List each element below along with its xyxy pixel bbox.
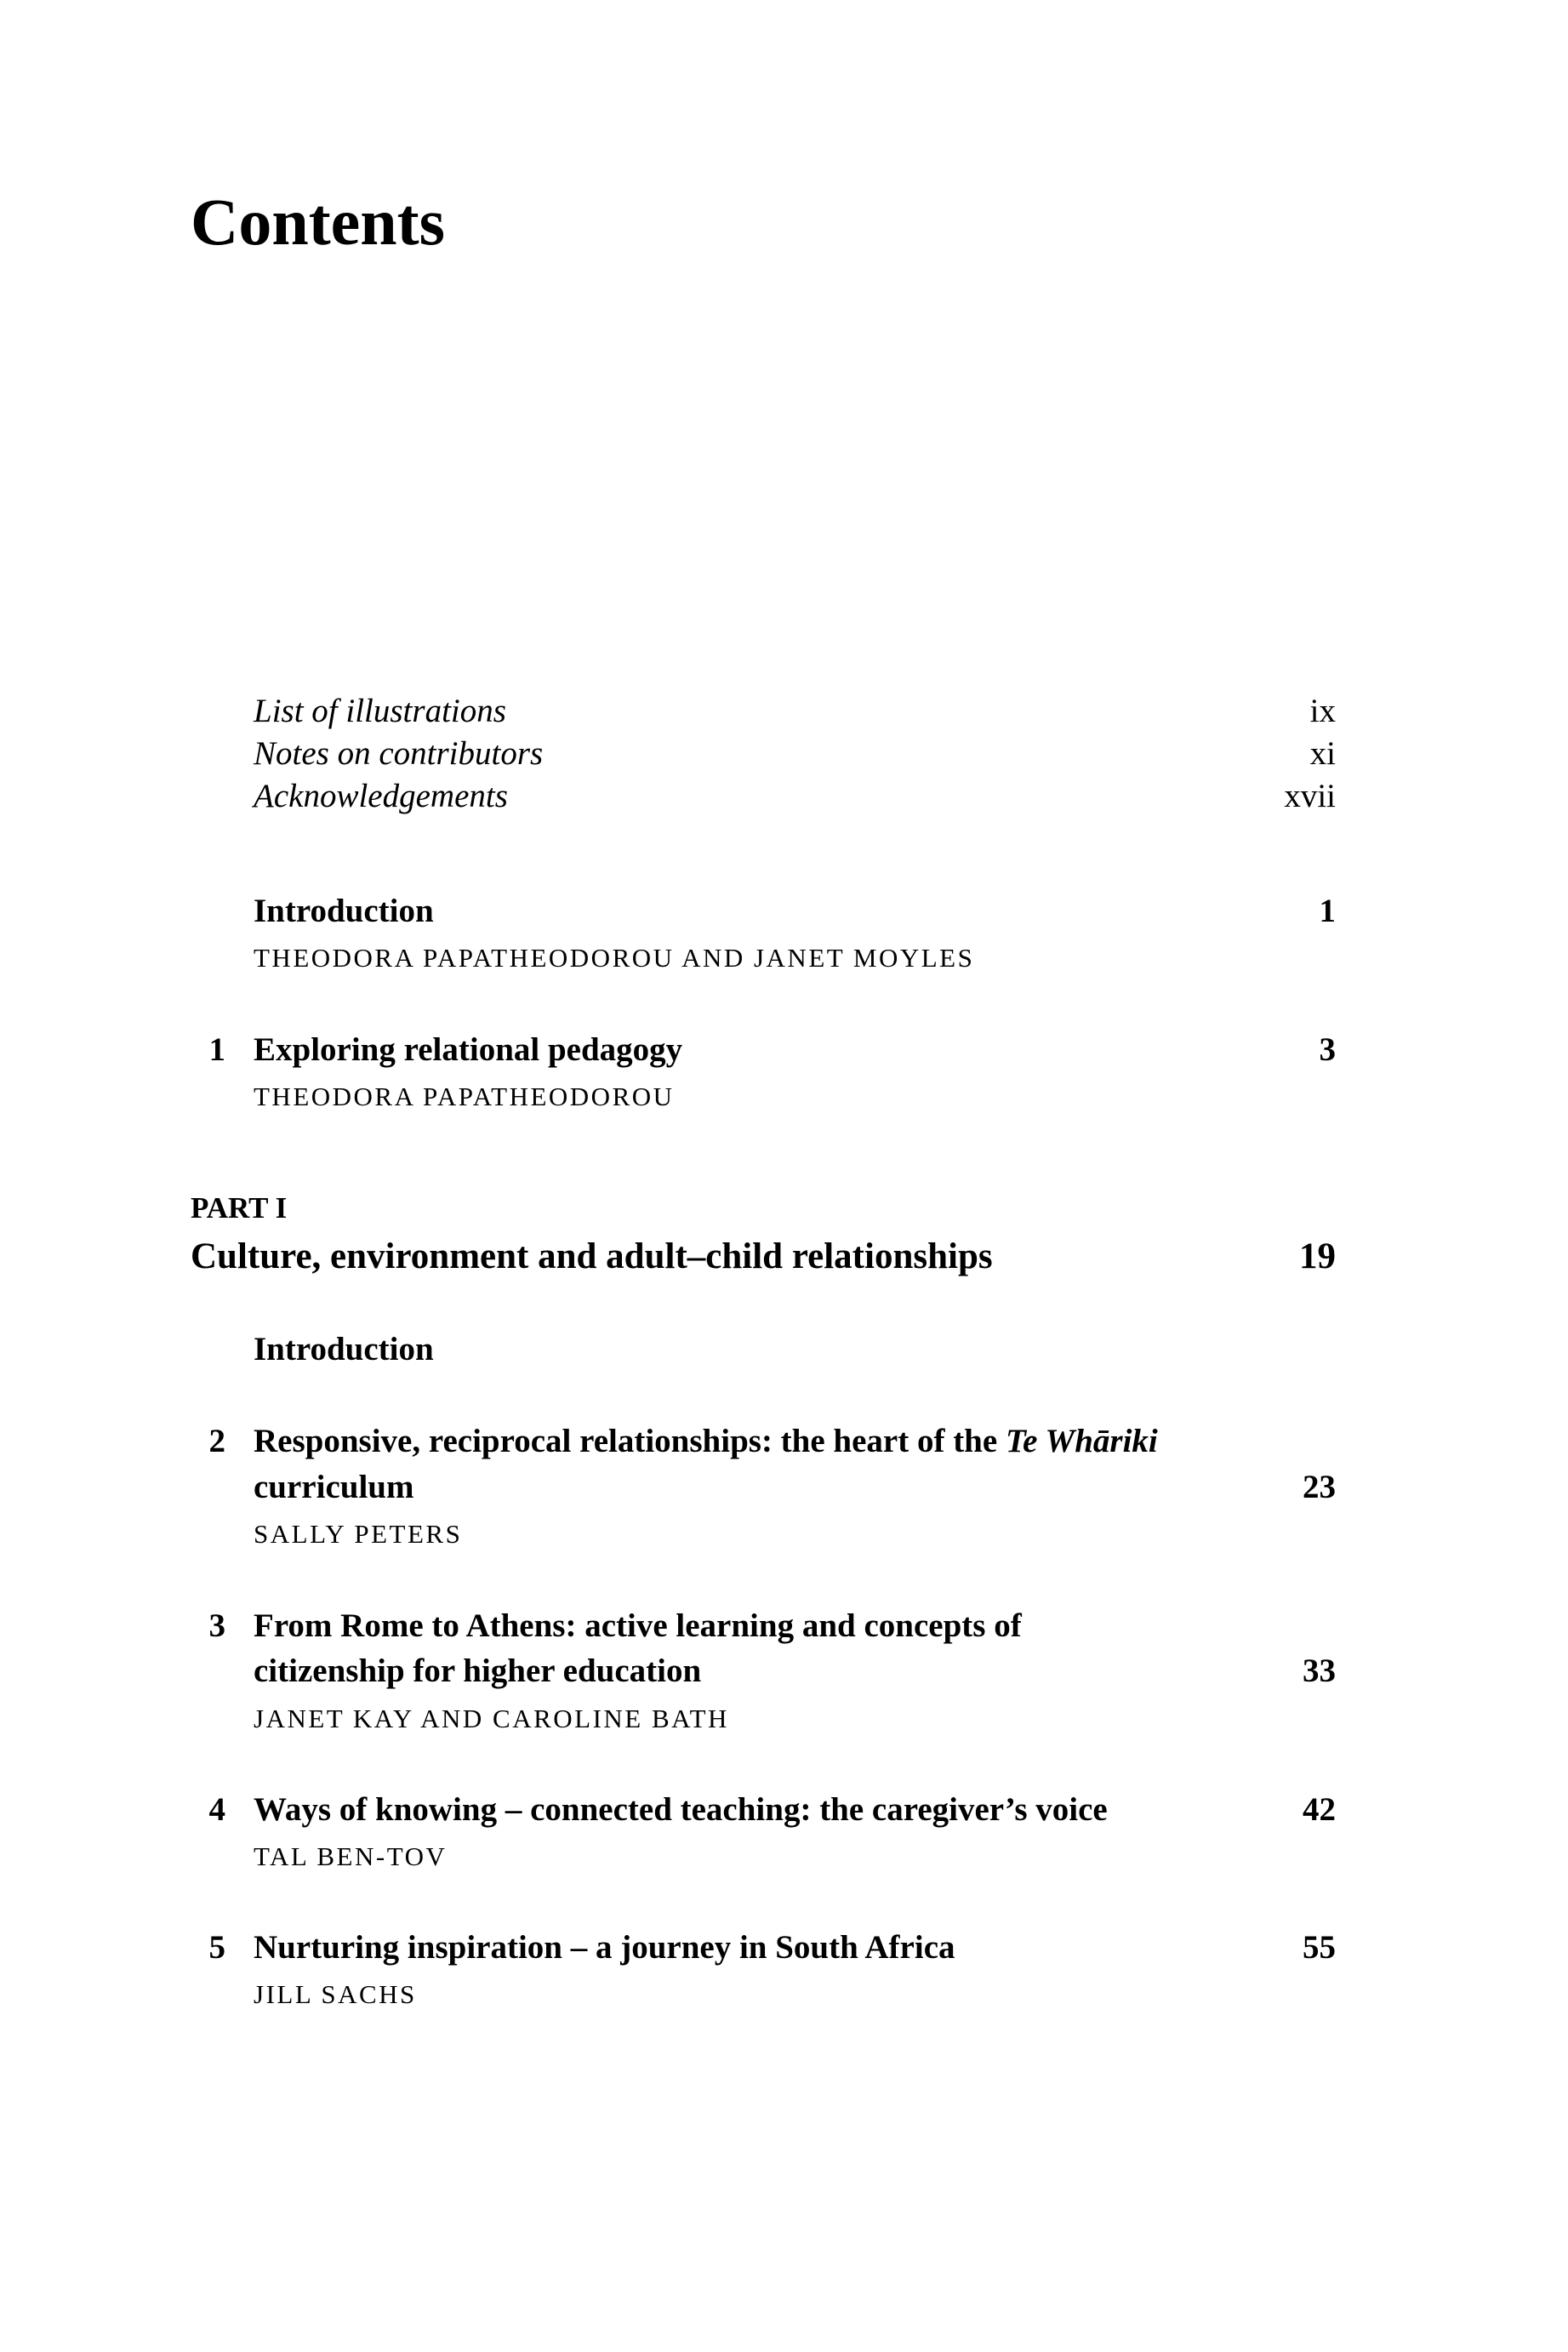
toc-entry-title: Ways of knowing – connected teaching: the caregiver’s voice xyxy=(254,1791,1108,1828)
chapter-number: 3 xyxy=(208,1607,225,1644)
toc-entry-chapter-3[interactable] xyxy=(0,1602,1568,1650)
toc-entry-author: TAL BEN-TOV xyxy=(254,1841,448,1871)
toc-entry-page: xvii xyxy=(1284,778,1336,814)
toc-entry-page: 42 xyxy=(1303,1791,1336,1828)
toc-entry-title-line-2: curriculum xyxy=(254,1469,414,1505)
toc-entry-title: Acknowledgements xyxy=(254,778,508,814)
toc-entry-title: Introduction xyxy=(254,893,434,929)
toc-entry-title-part: Responsive, reciprocal relationships: the heart of the xyxy=(254,1423,1006,1459)
toc-entry-page: 55 xyxy=(1303,1929,1336,1966)
toc-entry-author: JANET KAY AND CAROLINE BATH xyxy=(254,1704,729,1733)
toc-entry-page: ix xyxy=(1309,693,1336,729)
toc-entry-author: JILL SACHS xyxy=(254,1979,417,2009)
toc-entry-author: THEODORA PAPATHEODOROU AND JANET MOYLES xyxy=(254,943,975,973)
toc-entry-title-line-1 xyxy=(254,1418,1158,1465)
toc-entry-title: Exploring relational pedagogy xyxy=(254,1031,683,1068)
toc-entry-title-italic: Te Whāriki xyxy=(1005,1423,1158,1459)
toc-entry-title: List of illustrations xyxy=(254,693,506,729)
toc-entry-title-line-2: citizenship for higher education xyxy=(254,1653,702,1689)
toc-entry-introduction[interactable] xyxy=(0,888,1568,935)
toc-entry-page: 33 xyxy=(1303,1653,1336,1689)
chapter-number: 5 xyxy=(208,1929,225,1966)
toc-entry-page: 1 xyxy=(1319,893,1336,929)
toc-entry-title: Notes on contributors xyxy=(254,735,544,772)
toc-entry-page: 23 xyxy=(1303,1469,1336,1505)
toc-entry-chapter-5[interactable] xyxy=(0,1924,1568,1972)
toc-entry-chapter-4[interactable] xyxy=(0,1786,1568,1834)
part-title: Culture, environment and adult–child relationships xyxy=(191,1236,993,1276)
toc-entry-title-line-1: From Rome to Athens: active learning and concepts of xyxy=(254,1607,1022,1644)
part-label: PART I xyxy=(191,1191,288,1225)
toc-entry-page: 3 xyxy=(1319,1031,1336,1068)
chapter-number: 1 xyxy=(208,1031,225,1068)
toc-entry-page: xi xyxy=(1309,735,1336,772)
toc-entry-part-introduction[interactable] xyxy=(0,1326,1568,1373)
toc-entry-author: THEODORA PAPATHEODOROU xyxy=(254,1082,675,1111)
toc-entry-chapter-3-line-2[interactable] xyxy=(0,1647,1568,1695)
chapter-number: 4 xyxy=(208,1791,225,1828)
toc-entry-chapter-2-line-2[interactable] xyxy=(0,1464,1568,1511)
toc-entry-page: 19 xyxy=(1299,1236,1336,1276)
toc-entry-title: Nurturing inspiration – a journey in South Africa xyxy=(254,1929,955,1966)
toc-entry-acknowledgements[interactable] xyxy=(0,773,1568,820)
toc-entry-notes-on-contributors[interactable] xyxy=(0,730,1568,778)
toc-entry-chapter-2[interactable] xyxy=(0,1418,1568,1465)
page-title: Contents xyxy=(191,185,446,259)
chapter-number: 2 xyxy=(208,1423,225,1459)
toc-entry-chapter-1[interactable] xyxy=(0,1026,1568,1074)
toc-entry-author: SALLY PETERS xyxy=(254,1519,463,1549)
toc-entry-title: Introduction xyxy=(254,1331,434,1367)
toc-entry-list-of-illustrations[interactable] xyxy=(0,688,1568,735)
toc-entry-part-1[interactable] xyxy=(0,1231,1568,1282)
